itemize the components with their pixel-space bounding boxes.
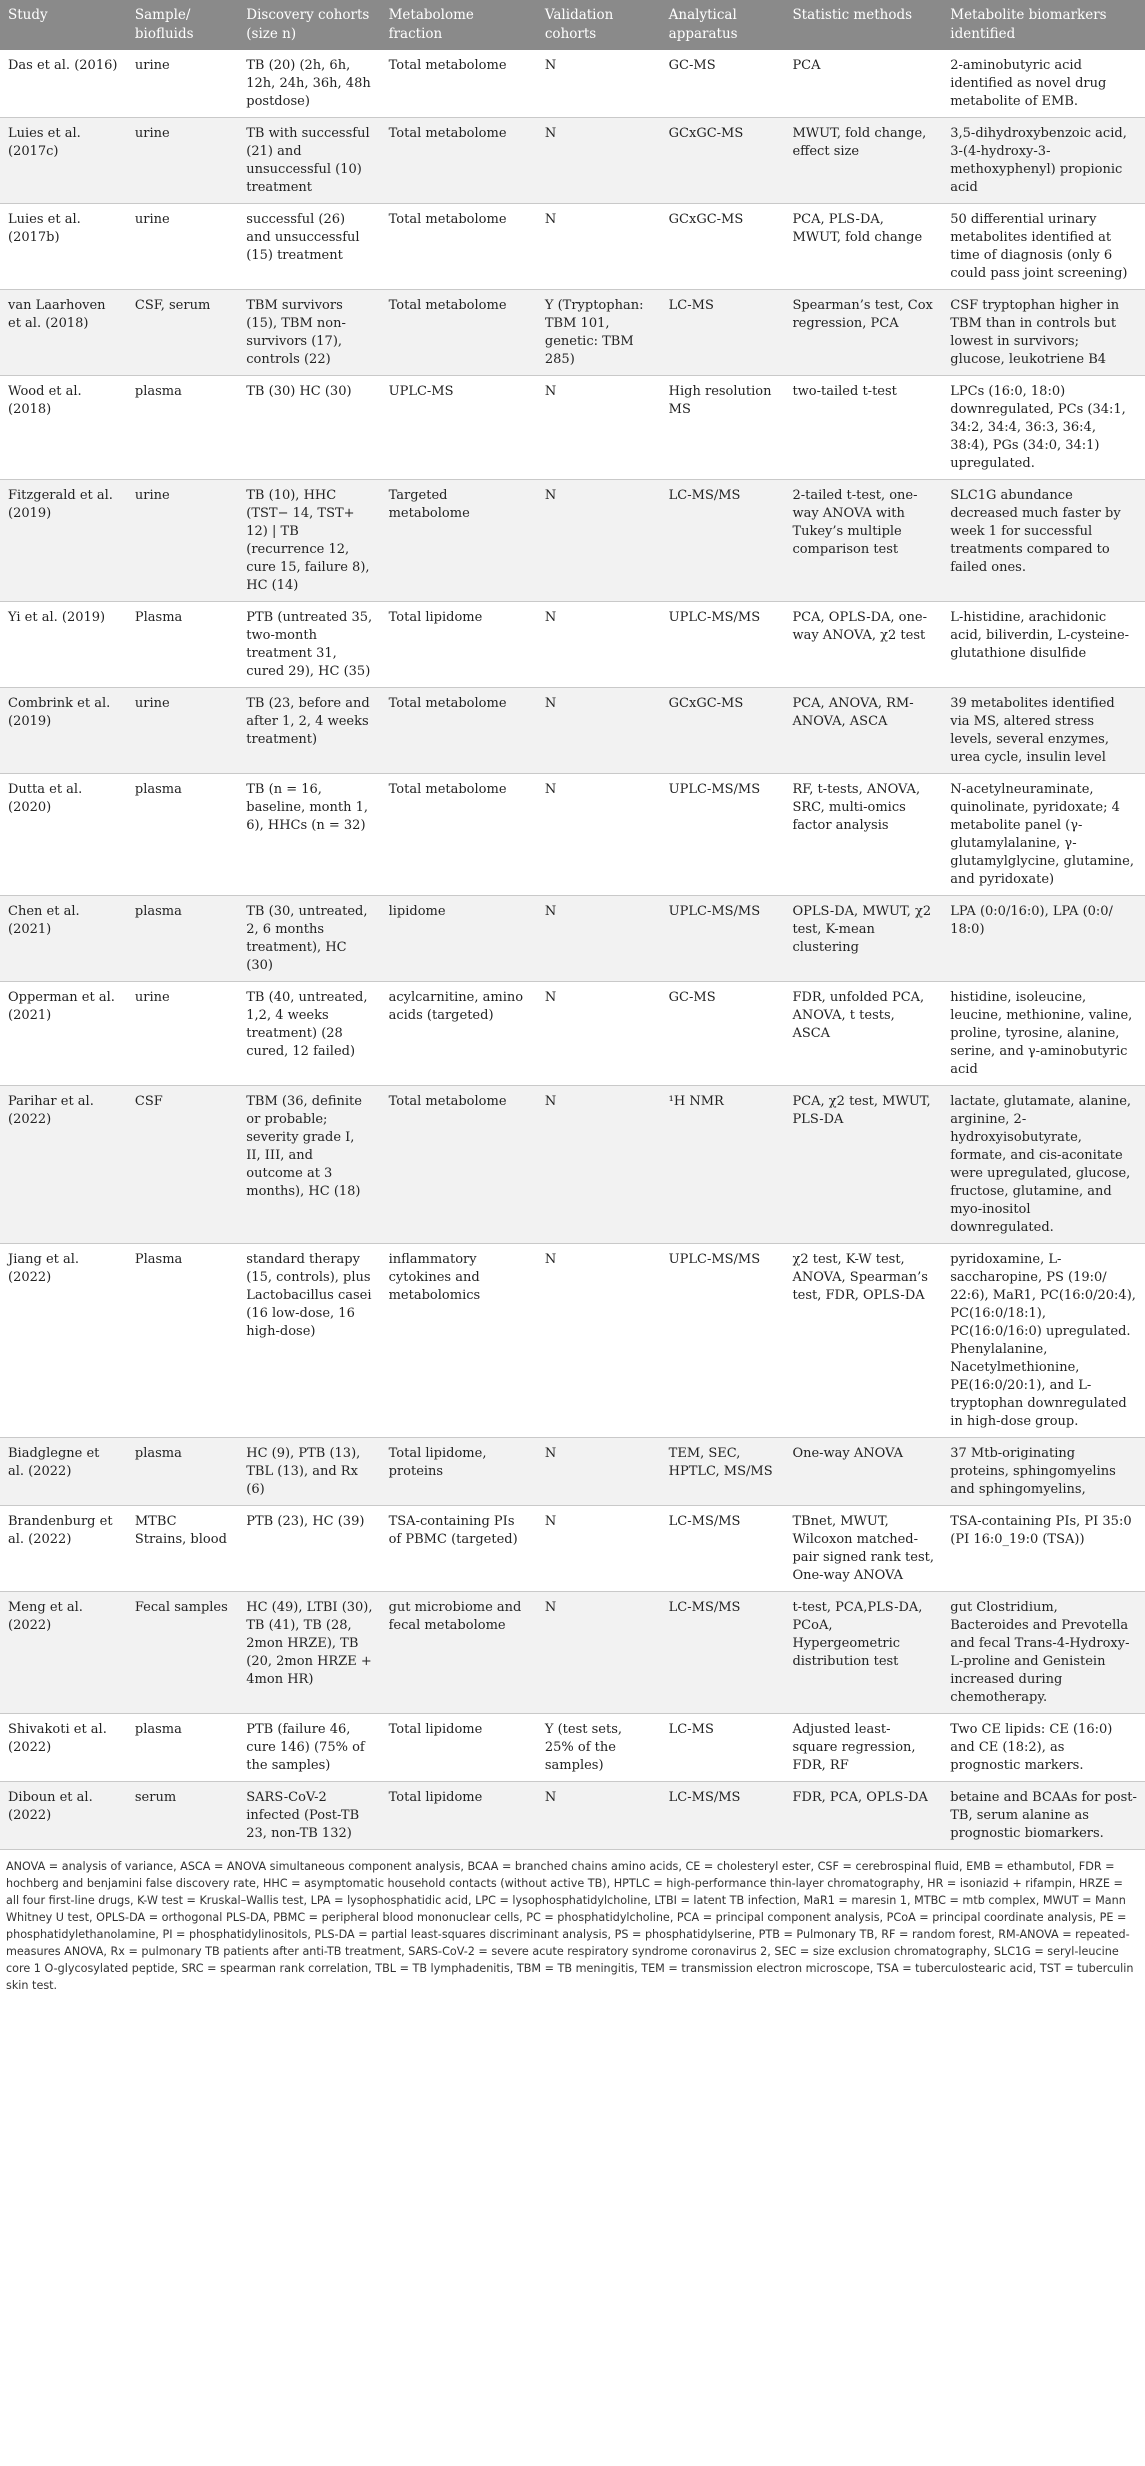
cell-fraction: Total lipidome	[381, 1714, 537, 1782]
cell-biomarkers: pyridoxamine, L-saccharopine, PS (19:0/ 22:6), MaR1, PC(16:0/20:4), PC(16:0/18:1), PC(16:0/16:0) upregulated. Phenylalanine, Nacetylmethionine, PE(16:0/20:1), and L-tryptophan downregulated in high-dose group.	[942, 1244, 1145, 1438]
cell-biomarkers: CSF tryptophan higher in TBM than in controls but lowest in survivors; glucose, leukotriene B4	[942, 290, 1145, 376]
cell-study: Opperman et al. (2021)	[0, 982, 127, 1086]
cell-statistics: t-test, PCA,PLS-DA, PCoA, Hypergeometric distribution test	[784, 1592, 942, 1714]
cell-discovery: TB (10), HHC (TST− 14, TST+ 12) | TB (recurrence 12, cure 15, failure 8), HC (14)	[238, 480, 380, 602]
table-row	[0, 118, 1145, 204]
cell-sample: plasma	[127, 1714, 238, 1782]
cell-validation: N	[537, 1506, 661, 1592]
cell-study: Chen et al. (2021)	[0, 896, 127, 982]
cell-discovery: TB with successful (21) and unsuccessful (10) treatment	[238, 118, 380, 204]
cell-fraction: TSA-containing PIs of PBMC (targeted)	[381, 1506, 537, 1592]
cell-biomarkers: LPA (0:0/16:0), LPA (0:0/ 18:0)	[942, 896, 1145, 982]
cell-fraction: Total metabolome	[381, 50, 537, 118]
cell-fraction: lipidome	[381, 896, 537, 982]
table-row	[0, 1244, 1145, 1438]
cell-discovery: TB (n = 16, baseline, month 1, 6), HHCs (n = 32)	[238, 774, 380, 896]
cell-biomarkers: betaine and BCAAs for post-TB, serum alanine as prognostic biomarkers.	[942, 1782, 1145, 1850]
table-row	[0, 774, 1145, 896]
cell-discovery: PTB (23), HC (39)	[238, 1506, 380, 1592]
table-row	[0, 290, 1145, 376]
cell-discovery: TBM survivors (15), TBM non-survivors (17), controls (22)	[238, 290, 380, 376]
table-row	[0, 1782, 1145, 1850]
cell-statistics: TBnet, MWUT, Wilcoxon matched-pair signed rank test, One-way ANOVA	[784, 1506, 942, 1592]
cell-sample: plasma	[127, 896, 238, 982]
cell-apparatus: UPLC-MS/MS	[661, 774, 785, 896]
cell-fraction: Total metabolome	[381, 290, 537, 376]
cell-validation: Y (test sets, 25% of the samples)	[537, 1714, 661, 1782]
cell-validation: N	[537, 1438, 661, 1506]
header-discovery: Discovery cohorts (size n)	[238, 0, 380, 50]
cell-statistics: PCA, OPLS-DA, one-way ANOVA, χ2 test	[784, 602, 942, 688]
cell-fraction: UPLC-MS	[381, 376, 537, 480]
cell-sample: plasma	[127, 774, 238, 896]
cell-biomarkers: lactate, glutamate, alanine, arginine, 2-hydroxyisobutyrate, formate, and cis-aconitate were upregulated, glucose, fructose, glutamine, and myo-inositol downregulated.	[942, 1086, 1145, 1244]
cell-discovery: HC (49), LTBI (30), TB (41), TB (28, 2mon HRZE), TB (20, 2mon HRZE + 4mon HR)	[238, 1592, 380, 1714]
header-validation: Validation cohorts	[537, 0, 661, 50]
table-row	[0, 50, 1145, 118]
cell-statistics: FDR, unfolded PCA, ANOVA, t tests, ASCA	[784, 982, 942, 1086]
cell-sample: urine	[127, 118, 238, 204]
cell-validation: N	[537, 1086, 661, 1244]
cell-discovery: TB (20) (2h, 6h, 12h, 24h, 36h, 48h postdose)	[238, 50, 380, 118]
cell-statistics: RF, t-tests, ANOVA, SRC, multi-omics factor analysis	[784, 774, 942, 896]
cell-biomarkers: LPCs (16:0, 18:0) downregulated, PCs (34:1, 34:2, 34:4, 36:3, 36:4, 38:4), PGs (34:0, 34:1) upregulated.	[942, 376, 1145, 480]
cell-sample: serum	[127, 1782, 238, 1850]
cell-apparatus: LC-MS/MS	[661, 1782, 785, 1850]
cell-biomarkers: gut Clostridium, Bacteroides and Prevotella and fecal Trans-4-Hydroxy-L-proline and Genistein increased during chemotherapy.	[942, 1592, 1145, 1714]
cell-apparatus: GCxGC-MS	[661, 118, 785, 204]
cell-validation: N	[537, 982, 661, 1086]
cell-statistics: Spearman’s test, Cox regression, PCA	[784, 290, 942, 376]
cell-study: Combrink et al. (2019)	[0, 688, 127, 774]
cell-apparatus: TEM, SEC, HPTLC, MS/MS	[661, 1438, 785, 1506]
cell-validation: Y (Tryptophan: TBM 101, genetic: TBM 285)	[537, 290, 661, 376]
cell-discovery: TB (30) HC (30)	[238, 376, 380, 480]
cell-sample: urine	[127, 480, 238, 602]
cell-apparatus: LC-MS/MS	[661, 1592, 785, 1714]
cell-fraction: Total lipidome, proteins	[381, 1438, 537, 1506]
table-row	[0, 480, 1145, 602]
cell-validation: N	[537, 1782, 661, 1850]
cell-discovery: TB (30, untreated, 2, 6 months treatment), HC (30)	[238, 896, 380, 982]
cell-apparatus: UPLC-MS/MS	[661, 896, 785, 982]
table-row	[0, 1086, 1145, 1244]
cell-discovery: TB (40, untreated, 1,2, 4 weeks treatment) (28 cured, 12 failed)	[238, 982, 380, 1086]
cell-apparatus: UPLC-MS/MS	[661, 602, 785, 688]
cell-fraction: gut microbiome and fecal metabolome	[381, 1592, 537, 1714]
cell-biomarkers: L-histidine, arachidonic acid, biliverdin, L-cysteine-glutathione disulfide	[942, 602, 1145, 688]
cell-fraction: Total metabolome	[381, 118, 537, 204]
table-row	[0, 1506, 1145, 1592]
cell-study: Das et al. (2016)	[0, 50, 127, 118]
cell-apparatus: GC-MS	[661, 50, 785, 118]
cell-study: Wood et al. (2018)	[0, 376, 127, 480]
cell-fraction: inflammatory cytokines and metabolomics	[381, 1244, 537, 1438]
header-apparatus: Analytical apparatus	[661, 0, 785, 50]
cell-fraction: Targeted metabolome	[381, 480, 537, 602]
cell-biomarkers: 2-aminobutyric acid identified as novel drug metabolite of EMB.	[942, 50, 1145, 118]
cell-apparatus: LC-MS	[661, 290, 785, 376]
table-header	[0, 0, 1145, 50]
cell-apparatus: GCxGC-MS	[661, 204, 785, 290]
cell-validation: N	[537, 774, 661, 896]
cell-validation: N	[537, 376, 661, 480]
cell-sample: Fecal samples	[127, 1592, 238, 1714]
cell-sample: urine	[127, 688, 238, 774]
cell-biomarkers: N-acetylneuraminate, quinolinate, pyridoxate; 4 metabolite panel (γ-glutamylalanine, γ-glutamylglycine, glutamine, and pyridoxate)	[942, 774, 1145, 896]
cell-apparatus: GCxGC-MS	[661, 688, 785, 774]
cell-discovery: PTB (failure 46, cure 146) (75% of the samples)	[238, 1714, 380, 1782]
table-row	[0, 896, 1145, 982]
cell-discovery: SARS-CoV-2 infected (Post-TB 23, non-TB 132)	[238, 1782, 380, 1850]
cell-statistics: PCA	[784, 50, 942, 118]
cell-fraction: Total metabolome	[381, 204, 537, 290]
cell-study: Fitzgerald et al. (2019)	[0, 480, 127, 602]
cell-sample: plasma	[127, 376, 238, 480]
cell-biomarkers: SLC1G abundance decreased much faster by week 1 for successful treatments compared to failed ones.	[942, 480, 1145, 602]
cell-sample: Plasma	[127, 1244, 238, 1438]
cell-apparatus: LC-MS/MS	[661, 1506, 785, 1592]
cell-validation: N	[537, 1592, 661, 1714]
cell-sample: CSF, serum	[127, 290, 238, 376]
table-row	[0, 204, 1145, 290]
cell-biomarkers: Two CE lipids: CE (16:0) and CE (18:2), as prognostic markers.	[942, 1714, 1145, 1782]
cell-validation: N	[537, 602, 661, 688]
cell-validation: N	[537, 896, 661, 982]
table-row	[0, 688, 1145, 774]
table-body	[0, 50, 1145, 1850]
cell-biomarkers: TSA-containing PIs, PI 35:0 (PI 16:0_19:0 (TSA))	[942, 1506, 1145, 1592]
cell-statistics: χ2 test, K-W test, ANOVA, Spearman’s test, FDR, OPLS-DA	[784, 1244, 942, 1438]
cell-validation: N	[537, 688, 661, 774]
table-row	[0, 602, 1145, 688]
cell-apparatus: ¹H NMR	[661, 1086, 785, 1244]
cell-statistics: PCA, χ2 test, MWUT, PLS-DA	[784, 1086, 942, 1244]
cell-statistics: two-tailed t-test	[784, 376, 942, 480]
cell-discovery: TB (23, before and after 1, 2, 4 weeks treatment)	[238, 688, 380, 774]
cell-apparatus: UPLC-MS/MS	[661, 1244, 785, 1438]
cell-biomarkers: 39 metabolites identified via MS, altered stress levels, several enzymes, urea cycle, insulin level	[942, 688, 1145, 774]
cell-statistics: FDR, PCA, OPLS-DA	[784, 1782, 942, 1850]
header-biomarkers: Metabolite biomarkers identified	[942, 0, 1145, 50]
cell-apparatus: LC-MS/MS	[661, 480, 785, 602]
cell-statistics: Adjusted least-square regression, FDR, RF	[784, 1714, 942, 1782]
cell-statistics: PCA, ANOVA, RM-ANOVA, ASCA	[784, 688, 942, 774]
table-row	[0, 1438, 1145, 1506]
cell-biomarkers: histidine, isoleucine, leucine, methionine, valine, proline, tyrosine, alanine, serine, and γ-aminobutyric acid	[942, 982, 1145, 1086]
header-sample: Sample/ biofluids	[127, 0, 238, 50]
cell-study: Meng et al. (2022)	[0, 1592, 127, 1714]
cell-sample: urine	[127, 204, 238, 290]
cell-study: Brandenburg et al. (2022)	[0, 1506, 127, 1592]
cell-study: Yi et al. (2019)	[0, 602, 127, 688]
header-statistics: Statistic methods	[784, 0, 942, 50]
cell-fraction: acylcarnitine, amino acids (targeted)	[381, 982, 537, 1086]
cell-apparatus: High resolution MS	[661, 376, 785, 480]
cell-biomarkers: 50 differential urinary metabolites identified at time of diagnosis (only 6 could pass joint screening)	[942, 204, 1145, 290]
cell-fraction: Total lipidome	[381, 602, 537, 688]
table-row	[0, 982, 1145, 1086]
cell-validation: N	[537, 118, 661, 204]
cell-discovery: standard therapy (15, controls), plus Lactobacillus casei (16 low-dose, 16 high-dose)	[238, 1244, 380, 1438]
cell-fraction: Total metabolome	[381, 688, 537, 774]
cell-validation: N	[537, 50, 661, 118]
cell-discovery: PTB (untreated 35, two-month treatment 31, cured 29), HC (35)	[238, 602, 380, 688]
cell-study: Jiang et al. (2022)	[0, 1244, 127, 1438]
cell-fraction: Total lipidome	[381, 1782, 537, 1850]
cell-sample: plasma	[127, 1438, 238, 1506]
cell-discovery: TBM (36, definite or probable; severity grade I, II, III, and outcome at 3 months), HC (18)	[238, 1086, 380, 1244]
cell-study: Diboun et al. (2022)	[0, 1782, 127, 1850]
cell-discovery: HC (9), PTB (13), TBL (13), and Rx (6)	[238, 1438, 380, 1506]
cell-sample: urine	[127, 50, 238, 118]
cell-statistics: OPLS-DA, MWUT, χ2 test, K-mean clustering	[784, 896, 942, 982]
cell-statistics: 2-tailed t-test, one-way ANOVA with Tukey’s multiple comparison test	[784, 480, 942, 602]
cell-sample: MTBC Strains, blood	[127, 1506, 238, 1592]
table-row	[0, 376, 1145, 480]
cell-sample: urine	[127, 982, 238, 1086]
cell-study: Luies et al. (2017c)	[0, 118, 127, 204]
cell-fraction: Total metabolome	[381, 1086, 537, 1244]
cell-study: Shivakoti et al. (2022)	[0, 1714, 127, 1782]
cell-study: Luies et al. (2017b)	[0, 204, 127, 290]
cell-study: Biadglegne et al. (2022)	[0, 1438, 127, 1506]
table-row	[0, 1714, 1145, 1782]
header-row	[0, 0, 1145, 50]
table-row	[0, 1592, 1145, 1714]
cell-statistics: One-way ANOVA	[784, 1438, 942, 1506]
cell-biomarkers: 37 Mtb-originating proteins, sphingomyelins and sphingomyelins,	[942, 1438, 1145, 1506]
cell-sample: Plasma	[127, 602, 238, 688]
cell-biomarkers: 3,5-dihydroxybenzoic acid, 3-(4-hydroxy-3-methoxyphenyl) propionic acid	[942, 118, 1145, 204]
cell-study: Dutta et al. (2020)	[0, 774, 127, 896]
cell-validation: N	[537, 480, 661, 602]
cell-apparatus: GC-MS	[661, 982, 785, 1086]
cell-validation: N	[537, 1244, 661, 1438]
cell-statistics: MWUT, fold change, effect size	[784, 118, 942, 204]
cell-sample: CSF	[127, 1086, 238, 1244]
cell-apparatus: LC-MS	[661, 1714, 785, 1782]
header-fraction: Metabolome fraction	[381, 0, 537, 50]
cell-fraction: Total metabolome	[381, 774, 537, 896]
cell-validation: N	[537, 204, 661, 290]
cell-study: van Laarhoven et al. (2018)	[0, 290, 127, 376]
cell-discovery: successful (26) and unsuccessful (15) treatment	[238, 204, 380, 290]
cell-statistics: PCA, PLS-DA, MWUT, fold change	[784, 204, 942, 290]
header-study: Study	[0, 0, 127, 50]
table-footnote: ANOVA = analysis of variance, ASCA = ANOVA simultaneous component analysis, BCAA = branched chains amino acids, CE = cholesteryl ester, CSF = cerebrospinal fluid, EMB = ethambutol, FDR = hochberg and benjamini false discovery rate, HHC = asymptomatic household contacts (without active TB), HPTLC = high-performance thin-layer chromatography, HR = isoniazid + rifampin, HRZE = all four first-line drugs, K-W test = Kruskal–Wallis test, LPA = lysophosphatidic acid, LPC = lysophosphatidylcholine, LTBI = latent TB infection, MaR1 = maresin 1, MTBC = mtb complex, MWUT = Mann Whitney U test, OPLS-DA = orthogonal PLS-DA, PBMC = peripheral blood mononuclear cells, PC = phosphatidylcholine, PCA = principal component analysis, PCoA = principal coordinate analysis, PE = phosphatidylethanolamine, PI = phosphatidylinositols, PLS-DA = partial least-squares discriminant analysis, PS = phosphatidylserine, PTB = Pulmonary TB, RF = random forest, RM-ANOVA = repeated-measures ANOVA, Rx = pulmonary TB patients after anti-TB treatment, SARS-CoV-2 = severe acute respiratory syndrome coronavirus 2, SEC = size exclusion chromatography, SLC1G = seryl-leucine core 1 O-glycosylated peptide, SRC = spearman rank correlation, TBL = TB lymphadenitis, TBM = TB meningitis, TEM = transmission electron microscope, TSA = tuberculostearic acid, TST = tuberculin skin test.	[6, 1860, 1134, 1992]
cell-study: Parihar et al. (2022)	[0, 1086, 127, 1244]
